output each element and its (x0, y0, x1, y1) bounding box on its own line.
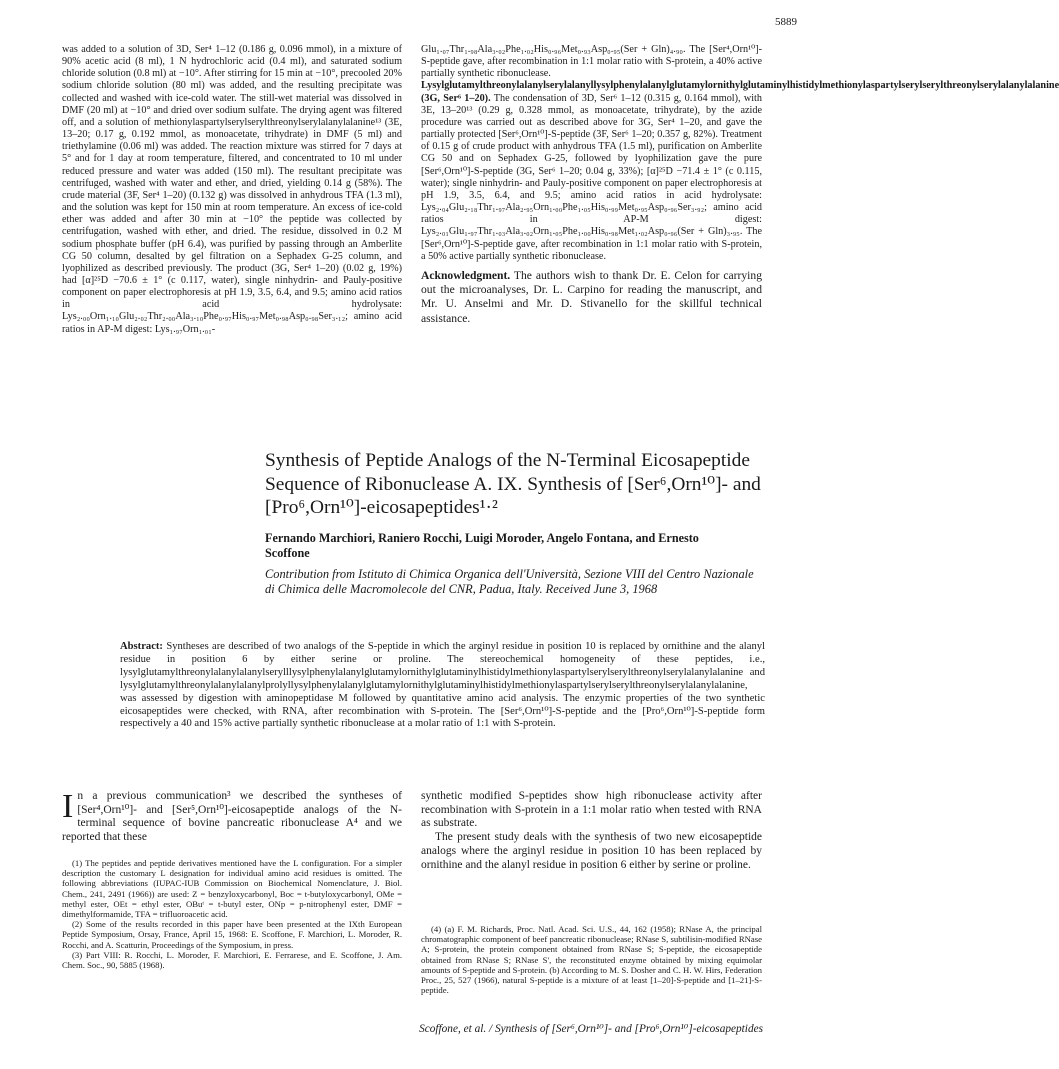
author-list: Fernando Marchiori, Raniero Rocchi, Luigi Moroder, Angelo Fontana, and Ernesto Scoffone (265, 531, 699, 560)
footnotes-right (421, 924, 762, 995)
compound-text: The condensation of 3D, Ser⁶ 1–12 (0.315 g, 0.164 mmol), with 3E, 13–20¹³ (0.29 g, 0.328 mmol, as monoacetate, trihydrate), by the azide procedure was carried out as described above for 3G, Ser⁴ 1–20, and gave the partially protected [Ser⁶,Orn¹⁰]-S-peptide (3F, Ser⁶ 1–20; 0.357 g, 82%). Treatment of 0.15 g of crude product with anhydrous TFA (1.5 ml), purification on Amberlite CG 50 and on Sephadex G-25, followed by lyophilization gave the pure [Ser⁶,Orn¹⁰]-S-peptide (3G, Ser⁶ 1–20; 0.04 g, 33%); [α]²⁵D −71.4 ± 1° (c 0.115, water); single ninhydrin- and Pauly-positive component on paper electrophoresis at pH 1.9, 3.5, 6.4, and 9.5; amino acid ratios in acid hydrolysate: Lys₂.₀₄Glu₂.₁₈Thr₁.₉₇Ala₂.₉₅Orn₁.₀₀Phe₁.₀₅His₀.₉₉Met₀.₉₅Asp₀.₉₆Ser₃.₉₂; amino acid ratios in AP-M digest: Lys₂.₀₁Glu₁.₉₇Thr₁.₀₃Ala₃.₀₂Orn₁.₀₅Phe₁.₀₀His₀.₉₈Met₁.₀₂Asp₀.₉₆(Ser + Gln)₃.₉₅. The [Ser⁶,Orn¹⁰]-S-peptide gave, after recombination in 1:1 molar ratio with S-protein, a 50% active partially synthetic ribonuclease. (421, 92, 762, 262)
abstract-label: Abstract: (120, 641, 163, 652)
acknowledgment-text: The authors wish to thank Dr. E. Celon for carrying out the microanalyses, Dr. L. Carpino for reading the manuscript, and Mr. U. Anselmi and Mr. D. Stivanello for the skillful technical assistance. (421, 268, 762, 325)
page-number: 5889 (775, 16, 797, 28)
compound-heading: Lysylglutamylthreonylalanylserylalanyllysylphenylalanylglutamylornithylglutaminylhistidylmethionylaspartylserylserylthreonylserylalanylalanine (3G, Ser⁶ 1–20). (421, 80, 1059, 104)
abstract-text: Syntheses are described of two analogs of the S-peptide in which the arginyl residue in position 10 is replaced by ornithine and the alanyl residue in position 6 by either serine or proline. The stereochemical homogeneity of these peptides, i.e., lysylglutamylthreonylalanylalanylserylllysylphenylalanylglutamylornithylglutaminylhistidylmethionylaspartylserylserylthreonylserylalanylalanine and lysylglutamylthreonylalanylalanylprolyllysylphenylalanylglutamylornithylglutaminylhistidylmethionylaspartylserylserylthreonylserylalanylalanine, was assessed by digestion with aminopeptidase M followed by quantitative amino acid analysis. The enzymic properties of the two synthetic eicosapeptides were checked, with RNA, after recombination with S-protein. The [Ser⁶,Orn¹⁰]-S-peptide and the [Pro⁶,Orn¹⁰]-S-peptide form respectively a 40 and 15% active partially synthetic ribonuclease at a molar ratio of 1:1 with S-protein. (120, 641, 765, 730)
experimental-paragraph: was added to a solution of 3D, Ser⁴ 1–12 (0.186 g, 0.096 mmol), in a mixture of 90% acetic acid (8 ml), 1 N hydrochloric acid (0.4 ml), and saturated sodium chloride solution (0.8 ml) at −10°. After stirring for 15 min at −10°, precooled 20% sodium chloride solution (80 ml) was added, and the resulting precipitate was collected and washed with ice-cold water. The still-wet material was dissolved in DMF (20 ml) at −10° and dried over sodium sulfate. The drying agent was filtered off, and a solution of methionylaspartylserylserylthreonylserylalanylalanine¹³ (3E, 13–20; 0.17 g, 0.192 mmol, as monoacetate, trihydrate) in DMF (5 ml) and triethylamine (0.06 ml) was added. The reaction mixture was stirred for 7 days at 5° and for 1 day at room temperature, filtered, and concentrated to 10 ml under reduced pressure and water was added (150 ml). The resultant precipitate was centrifuged, washed with water and ether, and dried, yielding 0.14 g (58%). The crude material (3F, Ser⁴ 1–20) (0.132 g) was dissolved in anhydrous TFA (1.3 ml), and the solution was kept for 150 min at room temperature. An excess of ice-cold ether was added and after 30 min at −10° the peptide was collected by centrifugation, washed with ether, and dried. The residue, dissolved in 0.2 M sodium phosphate buffer (pH 6.4), was purified by passing through an Amberlite CG 50 column, desalted by gel filtration on a Sephadex G-25 column, and lyophilized as described previously. The product (3G, Ser⁴ 1–20) (0.02 g, 19%) had [α]²⁵D −70.6 ± 1° (c 0.117, water), single ninhydrin- and Pauly-positive component on paper electrophoresis at pH 1.9, 3.5, 6.4, and 9.5; amino acid ratios in acid hydrolysate: Lys₂.₀₀Orn₁.₁₀Glu₂.₀₂Thr₂.₀₀Ala₃.₁₀Phe₀.₉₇His₀.₉₇Met₀.₉₈Asp₀.₉₈Ser₃.₁₂; amino acid ratios in AP-M digest: Lys₁.₉₇Orn₁.₀₁- (62, 44, 402, 335)
experimental-text-right (421, 44, 1059, 326)
acknowledgment (421, 269, 762, 326)
footnote: (1) The peptides and peptide derivatives mentioned have the L configuration. For a simpler description the customary L designation for individual amino acid residues is omitted. The following abbreviations (IUPAC-IUB Commission on Biochemical Nomenclature, J. Biol. Chem., 241, 2491 (1966)) are used: Z = benzyloxycarbonyl, Boc = t-butyloxycarbonyl, OMe = methyl ester, OEt = ethyl ester, OBuᵗ = t-butyl ester, ONp = p-nitrophenyl ester, DMF = dimethylformamide, TFA = trifluoroacetic acid. (62, 858, 402, 920)
footnote: (4) (a) F. M. Richards, Proc. Natl. Acad. Sci. U.S., 44, 162 (1958); RNase A, the principal chromatographic component of beef pancreatic ribonuclease; RNase S, subtilisin-modified RNase A; S-protein, the protein component obtained from RNase S; S-peptide, the eicosapeptide obtained from RNase S; RNase S', the reconstituted enzyme obtained by mixing equimolar amounts of S-peptide and S-protein. (b) According to M. S. Dosher and C. H. W. Hirs, Federation Proc., 25, 527 (1966), natural S-peptide is a mixture of at least [1–20]-S-peptide and [1–21]-S-peptide. (421, 924, 762, 996)
footnote: (3) Part VIII: R. Rocchi, L. Moroder, F. Marchiori, E. Ferrarese, and E. Scoffone, J. Am. Chem. Soc., 90, 5885 (1968). (62, 949, 402, 971)
introduction-text: n a previous communication³ we described the syntheses of [Ser⁴,Orn¹⁰]- and [Ser⁵,Orn¹⁰]-eicosapeptide analogs of the N-terminal sequence of bovine pancreatic ribonuclease A⁴ and we reported that these (62, 790, 402, 844)
introduction-paragraph: synthetic modified S-peptides show high ribonuclease activity after recombination with S-protein in a 1:1 molar ratio when tested with RNA as substrate. (421, 790, 762, 830)
running-footer: Scoffone, et al. / Synthesis of [Ser⁶,Orn¹⁰]- and [Pro⁶,Orn¹⁰]-eicosapeptides (419, 1023, 763, 1035)
abstract (120, 641, 765, 731)
introduction-paragraph: The present study deals with the synthesis of two new eicosapeptide analogs where the arginyl residue in position 10 has been replaced by ornithine and the alanyl residue in position 6 either by serine or proline. (421, 831, 762, 871)
drop-cap: I (62, 788, 74, 825)
footnote: (2) Some of the results recorded in this paper have been presented at the IXth European Peptide Symposium, Orsay, France, April 15, 1968: E. Scoffone, F. Marchiori, L. Moroder, R. Rocchi, and A. Scatturin, Proceedings of the Symposium, in press. (62, 919, 402, 950)
introduction-left (62, 790, 402, 845)
article-title: Synthesis of Peptide Analogs of the N-Terminal Eicosapeptide Sequence of Ribonuclease A. IX. Synthesis of [Ser⁶,Orn¹⁰]- and [Pro⁶,Orn¹⁰]-eicosapeptides¹·² (265, 450, 761, 518)
experimental-paragraph: Glu₁.₀₇Thr₁.₉₈Ala₃.₀₂Phe₁.₀₂His₀.₉₆Met₀.₉₃Asp₀.₉₅(Ser + Gln)₄.₉₀. The [Ser⁴,Orn¹⁰]-S-peptide gave, after recombination in 1:1 molar ratio with S-protein, a 40% active partially synthetic ribonuclease. (421, 44, 762, 80)
experimental-text-left (62, 44, 402, 336)
affiliation: Contribution from Istituto di Chimica Organica dell'Università, Sezione VIII del Centro Nazionale di Chimica delle Macromolecole del CNR, Padua, Italy. Received June 3, 1968 (265, 567, 754, 596)
introduction-right (421, 790, 762, 872)
compound-section (421, 80, 1059, 262)
footnotes-left (62, 858, 402, 970)
acknowledgment-label: Acknowledgment. (421, 268, 511, 282)
